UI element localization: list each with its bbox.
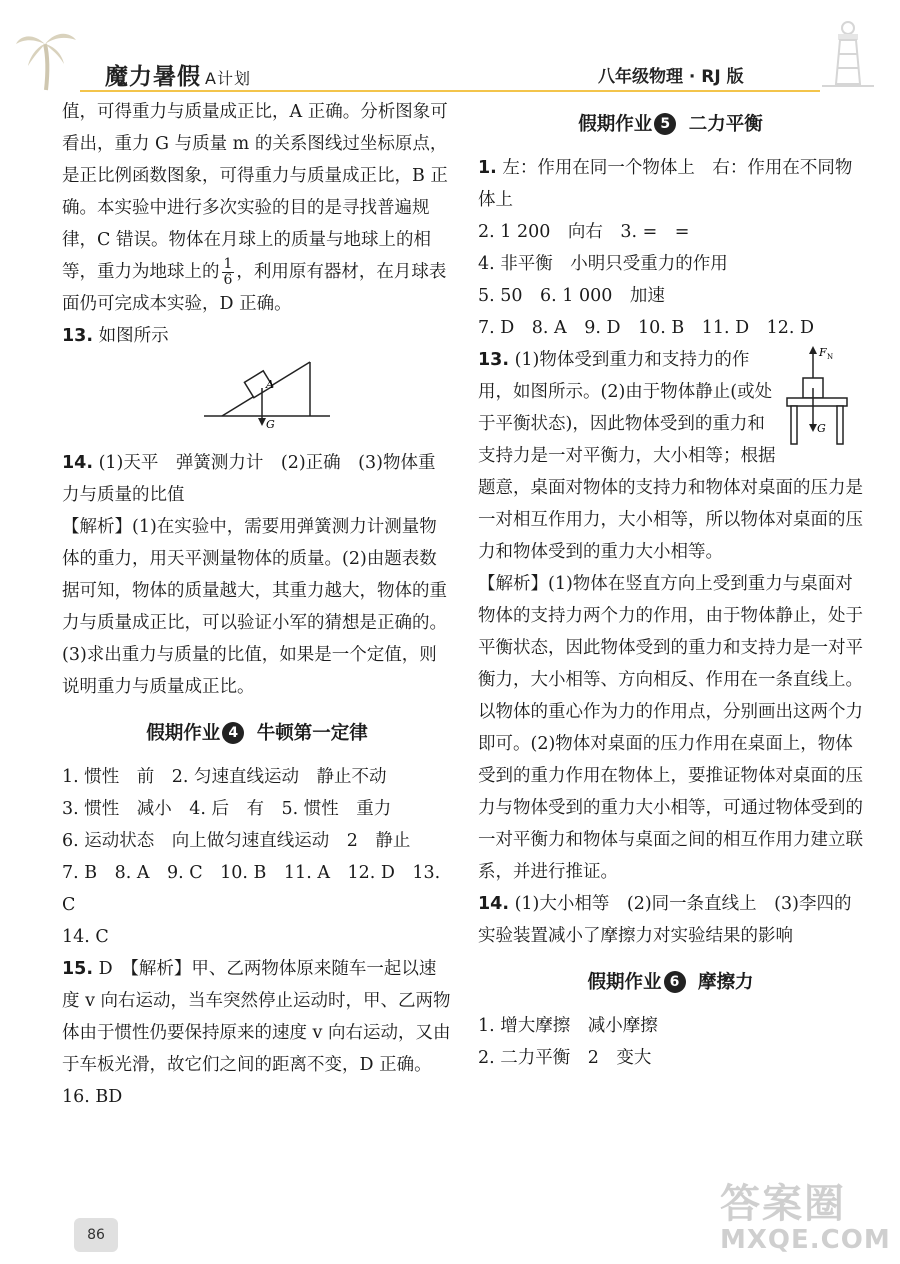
question-14 bbox=[478, 888, 863, 952]
section-4-title bbox=[62, 717, 452, 751]
section-label: 假期作业 bbox=[587, 972, 662, 993]
section-number-badge: 4 bbox=[222, 722, 244, 744]
watermark-text: 答案圈 bbox=[720, 1181, 846, 1227]
answer-line: 7. B 8. A 9. C 10. B 11. A 12. D 13. C bbox=[62, 863, 441, 915]
question-14-analysis: 【解析】(1)在实验中，需要用弹簧测力计测量物体的重力，用天平测量物体的质量。(2)由题表数据可知，物体的质量越大，其重力越大，物体的重力与质量成正比，可以验证小军的猜想是正确的。(3)求出重力与质量的比值，如果是一个定值，则说明重力与质量成正比。 bbox=[62, 517, 447, 697]
section-label: 假期作业 bbox=[578, 114, 653, 135]
answer-line: 7. D 8. A 9. D 10. B 11. D 12. D bbox=[478, 318, 815, 338]
analysis-text: 值，可得重力与质量成正比，A 正确。分析图象可看出，重力 G 与质量 m 的关系图线过坐标原点，是正比例函数图象，可得重力与质量成正比，B 正确。本实验中进行多次实验的目的是寻找普遍规律，C 错误。物体在月球上的质量与地球上的相等，重力为地球上的 bbox=[62, 102, 448, 282]
left-column bbox=[62, 96, 452, 1113]
section-topic: 牛顿第一定律 bbox=[256, 723, 368, 744]
question-number: 14. bbox=[478, 894, 510, 914]
header-divider bbox=[80, 90, 820, 92]
question-number: 14. bbox=[62, 453, 94, 473]
watermark-url: MXQE.COM bbox=[720, 1225, 891, 1255]
question-text: 左：作用在同一个物体上 右：作用在不同物体上 bbox=[478, 158, 853, 210]
brand-name: 魔力暑假 bbox=[105, 64, 201, 90]
answer-line: 2. 1 200 向右 3. = = bbox=[478, 222, 690, 242]
fraction-denominator: 6 bbox=[223, 272, 233, 288]
gravity-label-g: G bbox=[266, 418, 275, 430]
question-number: 13. bbox=[478, 350, 510, 370]
question-13 bbox=[62, 320, 452, 352]
section-label: 假期作业 bbox=[146, 723, 221, 744]
answer-line: 1. 增大摩擦 减小摩擦 bbox=[478, 1016, 658, 1036]
page-header bbox=[0, 0, 900, 95]
watermark bbox=[720, 1172, 891, 1255]
brand-title bbox=[105, 58, 251, 91]
answer-line: 16. BD bbox=[62, 1087, 123, 1107]
question-number: 15. bbox=[62, 959, 94, 979]
question-13-analysis: 【解析】(1)物体在竖直方向上受到重力与桌面对物体的支持力两个力的作用，由于物体静止，处于平衡状态，因此物体受到的重力和支持力是一对平衡力，大小相等、方向相反、作用在一条直线上。以物体的重心作为力的作用点，分别画出这两个力即可。(2)物体对桌面的压力作用在桌面上，物体受到的重力作用在物体上，要推证物体对桌面的压力与物体受到的重力大小相等，可通过物体受到的一对平衡力和物体与桌面之间的相互作用力建立联系，并进行推证。 bbox=[478, 574, 863, 882]
section-topic: 二力平衡 bbox=[688, 114, 763, 135]
section-topic: 摩擦力 bbox=[697, 972, 754, 993]
answer-line: 1. 惯性 前 2. 匀速直线运动 静止不动 bbox=[62, 767, 387, 787]
fraction-one-sixth bbox=[222, 257, 235, 288]
question-14 bbox=[62, 447, 452, 511]
question-text: (1)物体受到重力和支持力的作用，如图所示。(2)由于物体静止(或处于平衡状态)，因此物体受到的重力和支持力是一对平衡力，大小相等；根据题意，桌面对物体的支持力和物体对桌面的压力是一对相互作用力，大小相等，所以物体对桌面的压力和物体受到的重力大小相等。 bbox=[478, 350, 863, 562]
question-1 bbox=[478, 152, 863, 216]
incline-diagram bbox=[202, 358, 332, 430]
right-column bbox=[478, 96, 863, 1074]
answer-line: 3. 惯性 减小 4. 后 有 5. 惯性 重力 bbox=[62, 799, 392, 819]
answer-line: 14. C bbox=[62, 927, 109, 947]
answer-line: 6. 运动状态 向上做匀速直线运动 2 静止 bbox=[62, 831, 411, 851]
force-label-g: G bbox=[817, 422, 826, 435]
question-text: 如图所示 bbox=[98, 326, 169, 346]
question-text: (1)天平 弹簧测力计 (2)正确 (3)物体重力与质量的比值 bbox=[62, 453, 436, 505]
analysis-continued bbox=[62, 96, 452, 320]
palm-tree-icon bbox=[12, 22, 82, 92]
brand-subtitle: A计划 bbox=[205, 69, 251, 88]
section-6-title bbox=[478, 966, 863, 1000]
force-label-fn: F bbox=[819, 346, 827, 359]
analysis-text-end: ，利用原有器材，在月球表面仍可完成本实验，D 正确。 bbox=[62, 262, 447, 314]
page-number: 86 bbox=[74, 1218, 118, 1252]
table-force-diagram bbox=[783, 344, 863, 448]
fraction-numerator: 1 bbox=[223, 256, 233, 272]
section-number-badge: 5 bbox=[654, 113, 676, 135]
question-text: D 【解析】甲、乙两物体原来随车一起以速度 v 向右运动，当车突然停止运动时，甲、乙两物体由于惯性仍要保持原来的速度 v 向右运动，又由于车板光滑，故它们之间的距离不变，D 正确。 bbox=[62, 959, 451, 1075]
question-number: 13. bbox=[62, 326, 94, 346]
force-label-fn-sub: N bbox=[827, 353, 834, 361]
question-number: 1. bbox=[478, 158, 497, 178]
answer-line: 5. 50 6. 1 000 加速 bbox=[478, 286, 665, 306]
section-5-title bbox=[478, 108, 863, 142]
answer-line: 2. 二力平衡 2 变大 bbox=[478, 1048, 652, 1068]
grade-label: 八年级物理 · RJ 版 bbox=[598, 67, 744, 87]
question-13 bbox=[478, 344, 863, 568]
lighthouse-icon bbox=[818, 18, 878, 90]
question-15 bbox=[62, 953, 452, 1081]
section-number-badge: 6 bbox=[664, 971, 686, 993]
question-text: (1)大小相等 (2)同一条直线上 (3)李四的实验装置减小了摩擦力对实验结果的影响 bbox=[478, 894, 852, 946]
block-label-a: A bbox=[266, 378, 274, 391]
answer-line: 4. 非平衡 小明只受重力的作用 bbox=[478, 254, 728, 274]
